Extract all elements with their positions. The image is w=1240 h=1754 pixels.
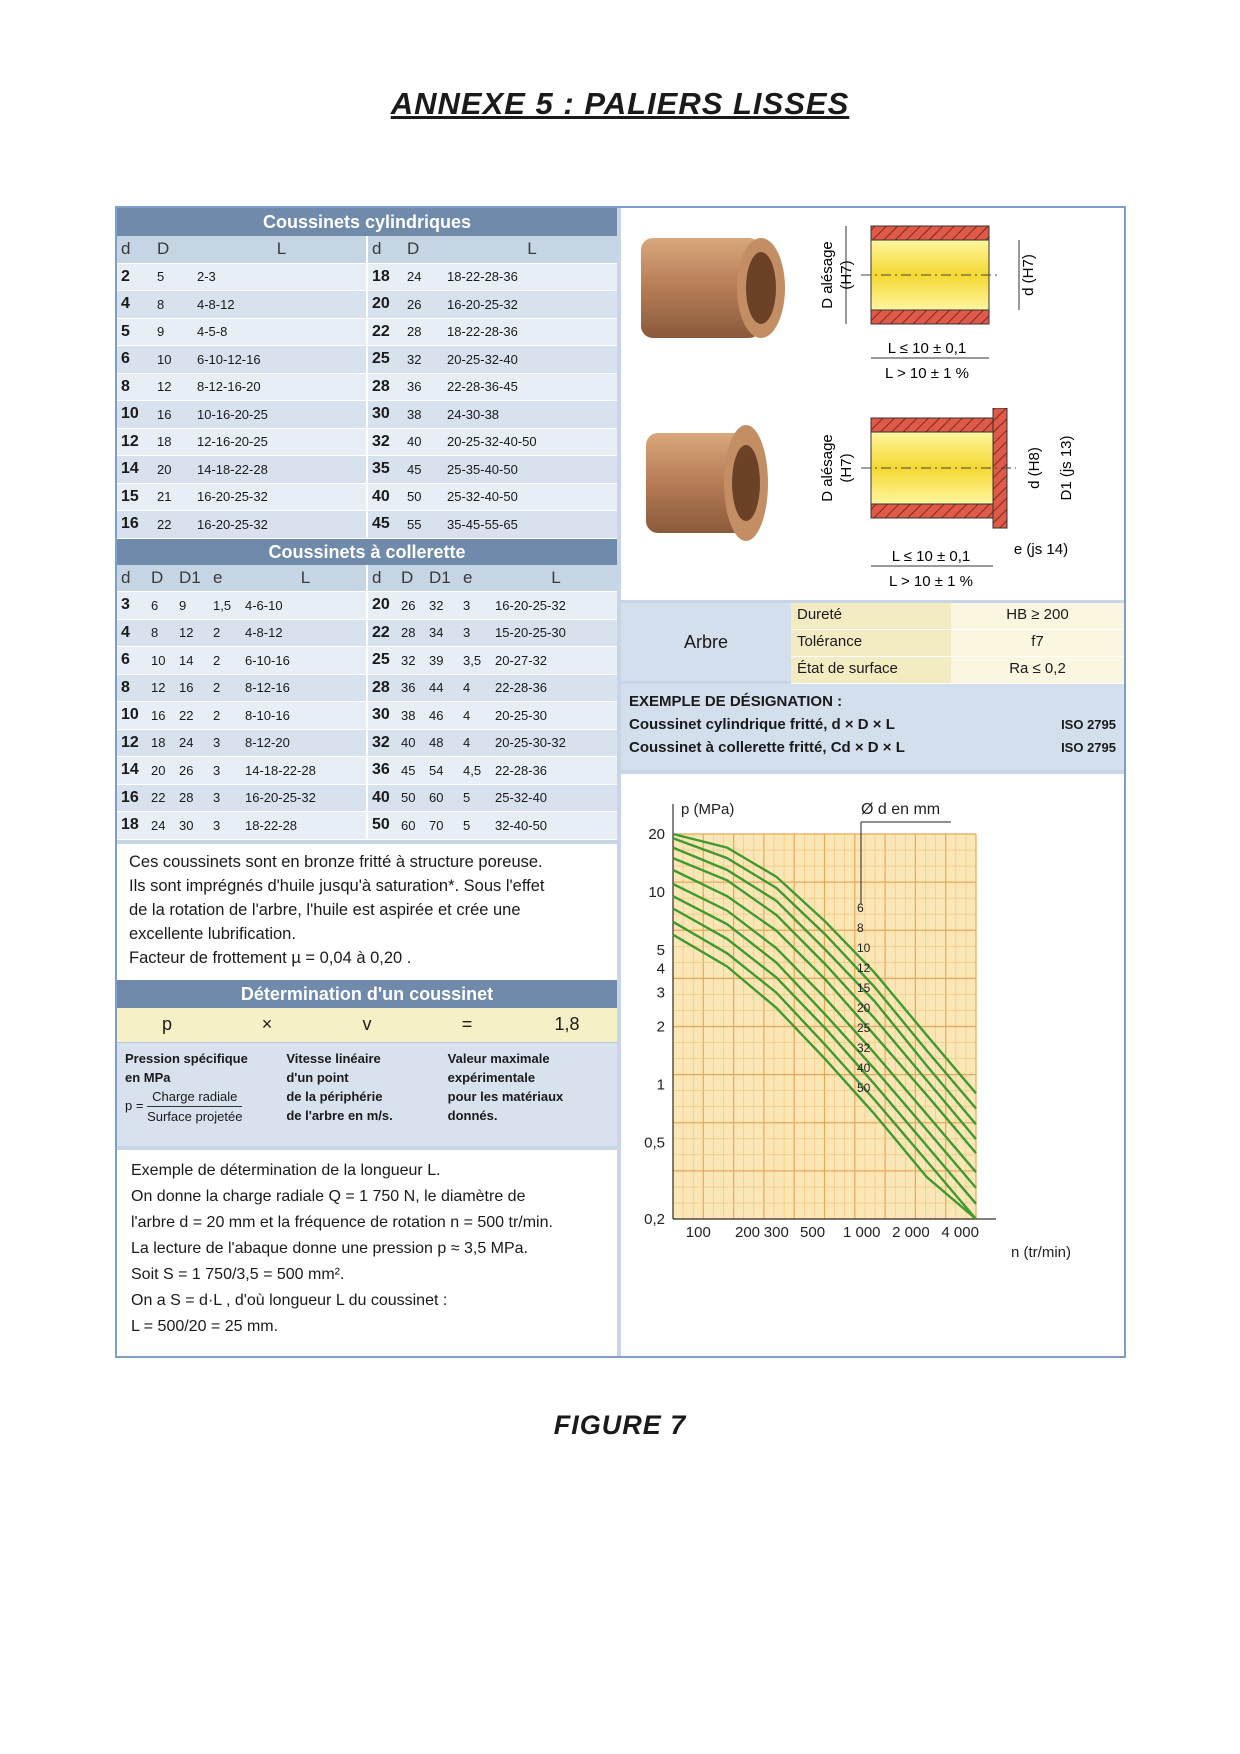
table-cell: 16-20-25-32 [193,483,367,511]
col-e-label: e (js 14) [1013,541,1069,558]
legend-title: Ø d en mm [861,801,941,818]
chart-series-label: 25 [857,1021,871,1035]
table-cell: 3 [209,812,241,840]
y-tick-label: 3 [656,984,665,1002]
table-cell: 24-30-38 [443,401,617,429]
col-D1-label: D1 (js 13) [1058,435,1075,501]
fraction-numerator: Charge radiale [147,1087,242,1107]
col-head: e [209,565,241,592]
col-head: D1 [425,565,459,592]
table-row [117,784,617,812]
table-row [117,729,617,757]
table-cell: 16-20-25-32 [241,784,367,812]
table-cell: 22 [147,784,175,812]
chart-series-label: 50 [857,1081,871,1095]
table-cell: 18 [147,729,175,757]
designation-row: Coussinet cylindrique fritté, d × D × L ISO 2795 [629,716,1116,733]
description-line: de la rotation de l'arbre, l'huile est aspirée et crée une [129,900,521,919]
table-cell: 15 [117,483,153,511]
figure-caption: FIGURE 7 [553,1410,687,1440]
cyl-d-label: d (H7) [1020,254,1037,296]
table-cell: 15-20-25-30 [491,619,617,647]
col-head: d [117,236,153,263]
chart-series-label: 8 [857,921,864,935]
table-cell: 60 [425,784,459,812]
y-tick-label: 2 [656,1018,665,1036]
col-table [117,565,617,840]
table-cell: 12 [117,729,147,757]
table-cell: 4 [117,619,147,647]
det-col-speed: Vitesse linéaire d'un point de la périphérie de l'arbre en m/s. [286,1050,393,1123]
cyl-table-colheads [117,236,617,263]
table-cell: 28 [175,784,209,812]
x-tick-label: 300 [763,1224,789,1241]
table-cell: 16-20-25-32 [491,592,617,620]
table-cell: 18-22-28 [241,812,367,840]
table-cell: 18 [367,263,403,291]
table-cell: 24 [403,263,443,291]
table-cell: 20-25-30-32 [491,729,617,757]
table-cell: 28 [367,674,397,702]
table-cell: 45 [397,757,425,785]
det-col-title: Pression spécifique [125,1050,248,1066]
y-axis-title: p (MPa) [681,801,735,818]
table-cell: 32 [367,729,397,757]
table-cell: 28 [367,373,403,401]
cyl-table [117,236,617,539]
table-cell: 24 [175,729,209,757]
x-tick-label: 200 [735,1224,761,1241]
shaft-row: Tolérance f7 [791,630,1124,657]
table-cell: 4-8-12 [193,291,367,319]
left-column [117,208,617,1356]
table-row [117,318,617,346]
table-cell: 22 [153,511,193,539]
col-head: L [193,236,367,263]
table-row [117,647,617,675]
table-cell: 18 [117,812,147,840]
table-cell: 8 [153,291,193,319]
table-cell: 35 [367,456,403,484]
table-cell: 32-40-50 [491,812,617,840]
table-cell: 22-28-36-45 [443,373,617,401]
page-title: ANNEXE 5 : PALIERS LISSES [390,86,850,121]
table-cell: 12 [175,619,209,647]
table-cell: 25 [367,647,397,675]
table-cell: 40 [367,784,397,812]
table-cell: 21 [153,483,193,511]
formula-term: p [161,1014,172,1034]
table-cell: 20-25-30 [491,702,617,730]
table-cell: 44 [425,674,459,702]
table-cell: 3 [209,784,241,812]
x-tick-label: 100 [685,1224,711,1241]
table-cell: 22-28-36 [491,757,617,785]
shaft-spec [621,600,1124,684]
table-cell: 4 [117,291,153,319]
col-head: L [491,565,617,592]
y-tick-label: 20 [648,826,665,843]
description-line: Ils sont imprégnés d'huile jusqu'à saturation*. Sous l'effet [129,876,545,895]
y-tick-label: 1 [656,1076,665,1094]
chart-series-label: 15 [857,981,871,995]
table-cell: 18-22-28-36 [443,263,617,291]
table-cell: 32 [367,428,403,456]
pressure-fraction [147,1087,242,1126]
table-cell: 20 [147,757,175,785]
table-cell: 2 [209,647,241,675]
table-row [117,619,617,647]
table-cell: 38 [403,401,443,429]
table-cell: 5 [117,318,153,346]
col-head: d [367,565,397,592]
table-cell: 9 [153,318,193,346]
shaft-row: État de surface Ra ≤ 0,2 [791,657,1124,684]
col-D-label: D alésage [819,434,836,502]
table-cell: 20-25-32-40-50 [443,428,617,456]
table-row [117,674,617,702]
example-text [117,1150,617,1348]
table-cell: 39 [425,647,459,675]
table-cell: 14-18-22-28 [241,757,367,785]
table-cell: 14 [175,647,209,675]
table-cell: 8-10-16 [241,702,367,730]
col-head: D [153,236,193,263]
pressure-speed-chart [621,774,1124,1294]
description-line: excellente lubrification. [129,924,296,943]
right-column [621,208,1124,1356]
table-cell: 20-27-32 [491,647,617,675]
table-cell: 12 [153,373,193,401]
table-row [117,291,617,319]
chart-series-label: 10 [857,941,871,955]
col-head: e [459,565,491,592]
x-axis-title: n (tr/min) [1011,1244,1071,1261]
cyl-bushing-drawing [621,208,1124,408]
table-cell: 20 [367,291,403,319]
example-line: La lecture de l'abaque donne une pression p ≈ 3,5 MPa. [131,1239,528,1257]
table-cell: 6-10-16 [241,647,367,675]
table-cell: 20 [153,456,193,484]
table-cell: 5 [459,784,491,812]
table-cell: 40 [403,428,443,456]
cyl-table-header: Coussinets cylindriques [117,208,617,236]
table-row [117,456,617,484]
formula-term: v [362,1014,372,1034]
table-cell: 28 [403,318,443,346]
col-head: L [241,565,367,592]
table-cell: 2 [117,263,153,291]
x-tick-label: 500 [800,1224,826,1241]
table-cell: 25-35-40-50 [443,456,617,484]
table-cell: 54 [425,757,459,785]
example-line: On a S = d·L , d'où longueur L du coussinet : [131,1291,448,1309]
table-cell: 2-3 [193,263,367,291]
table-row [117,263,617,291]
table-cell: 2 [209,702,241,730]
table-cell: 10 [117,702,147,730]
cyl-Dt-label: (H7) [838,260,855,290]
y-tick-label: 0,2 [644,1211,665,1228]
designation-row: Coussinet à collerette fritté, Cd × D × L ISO 2795 [629,739,1116,756]
col-L2-label: L > 10 ± 1 % [889,573,973,590]
table-row [117,401,617,429]
table-cell: 60 [397,812,425,840]
table-cell: 4-5-8 [193,318,367,346]
table-row [117,812,617,840]
table-cell: 14-18-22-28 [193,456,367,484]
table-cell: 48 [425,729,459,757]
table-cell: 10 [153,346,193,374]
table-cell: 6 [117,346,153,374]
example-line: Exemple de détermination de la longueur L. [131,1161,441,1179]
formula-term: = [461,1014,473,1034]
table-cell: 5 [459,812,491,840]
table-cell: 16 [117,511,153,539]
table-cell: 32 [397,647,425,675]
table-cell: 26 [175,757,209,785]
table-cell: 6 [117,647,147,675]
col-table-header: Coussinets à collerette [117,539,617,565]
col-table-colheads [117,565,617,592]
table-cell: 12 [147,674,175,702]
shaft-label: Arbre [621,603,791,681]
chart-series-label: 40 [857,1061,871,1075]
description-text [117,844,617,976]
table-cell: 22 [367,318,403,346]
table-row [117,373,617,401]
table-cell: 40 [367,483,403,511]
bearing-sheet [115,206,1126,1358]
table-cell: 26 [403,291,443,319]
designation-title: EXEMPLE DE DÉSIGNATION : [629,693,843,710]
table-cell: 2 [209,674,241,702]
table-cell: 50 [397,784,425,812]
description-line: Ces coussinets sont en bronze fritté à structure poreuse. [129,852,543,871]
table-cell: 10 [117,401,153,429]
table-cell: 20 [367,592,397,620]
table-cell: 25-32-40-50 [443,483,617,511]
table-cell: 34 [425,619,459,647]
table-cell: 38 [397,702,425,730]
cyl-bushing-photo [641,238,785,338]
designation-box [621,684,1124,770]
table-cell: 30 [367,702,397,730]
formula-term: 1,8 [554,1014,580,1034]
table-row [117,757,617,785]
det-legend [117,1043,617,1146]
table-cell: 16 [117,784,147,812]
table-cell: 10 [147,647,175,675]
cyl-L2-label: L > 10 ± 1 % [885,365,969,382]
table-cell: 30 [367,401,403,429]
table-cell: 4-6-10 [241,592,367,620]
table-cell: 20-25-32-40 [443,346,617,374]
table-cell: 28 [397,619,425,647]
x-tick-label: 2 000 [892,1224,930,1241]
col-head: D [397,565,425,592]
col-head: D1 [175,565,209,592]
example-line: L = 500/20 = 25 mm. [131,1317,279,1335]
col-Dt-label: (H7) [838,453,855,483]
table-cell: 8 [117,373,153,401]
det-col-unit: en MPa [125,1069,171,1085]
col-head: d [117,565,147,592]
col-bushing-photo [646,425,768,541]
table-cell: 70 [425,812,459,840]
table-cell: 3,5 [459,647,491,675]
table-cell: 12 [117,428,153,456]
example-line: l'arbre d = 20 mm et la fréquence de rotation n = 500 tr/min. [131,1213,553,1231]
table-cell: 25 [367,346,403,374]
table-cell: 36 [403,373,443,401]
det-formula [117,1008,617,1043]
y-tick-label: 5 [656,941,665,959]
col-bushing-drawing [621,408,1124,600]
table-cell: 50 [403,483,443,511]
table-cell: 36 [397,674,425,702]
table-cell: 30 [175,812,209,840]
table-cell: 16 [175,674,209,702]
table-cell: 18-22-28-36 [443,318,617,346]
table-cell: 45 [403,456,443,484]
col-head: D [403,236,443,263]
table-cell: 18 [153,428,193,456]
table-row [117,483,617,511]
table-row [117,592,617,620]
table-cell: 36 [367,757,397,785]
table-cell: 50 [367,812,397,840]
table-cell: 16-20-25-32 [193,511,367,539]
table-cell: 3 [459,619,491,647]
table-cell: 14 [117,757,147,785]
table-cell: 10-16-20-25 [193,401,367,429]
table-cell: 14 [117,456,153,484]
table-cell: 6 [147,592,175,620]
table-cell: 4,5 [459,757,491,785]
table-cell: 32 [425,592,459,620]
table-cell: 9 [175,592,209,620]
example-line: Soit S = 1 750/3,5 = 500 mm². [131,1265,345,1283]
table-cell: 12-16-20-25 [193,428,367,456]
det-header: Détermination d'un coussinet [117,980,617,1008]
table-cell: 4 [459,702,491,730]
table-row [117,346,617,374]
col-head: L [443,236,617,263]
table-cell: 24 [147,812,175,840]
table-cell: 6-10-12-16 [193,346,367,374]
table-cell: 22 [175,702,209,730]
y-tick-label: 10 [648,883,665,901]
table-cell: 8-12-16 [241,674,367,702]
table-cell: 16 [147,702,175,730]
x-tick-label: 4 000 [941,1224,979,1241]
table-cell: 2 [209,619,241,647]
p-equals: p = [125,1097,144,1113]
table-cell: 46 [425,702,459,730]
table-cell: 26 [397,592,425,620]
chart-series-label: 20 [857,1001,871,1015]
table-cell: 16 [153,401,193,429]
col-d-label: d (H8) [1026,447,1043,489]
formula-term: × [261,1014,273,1034]
table-row [117,511,617,539]
cyl-D-label: D alésage [819,241,836,309]
table-cell: 4 [459,729,491,757]
table-cell: 22 [367,619,397,647]
table-cell: 3 [459,592,491,620]
table-cell: 3 [117,592,147,620]
table-cell: 40 [397,729,425,757]
x-tick-label: 1 000 [842,1224,881,1241]
col-head: d [367,236,403,263]
example-line: On donne la charge radiale Q = 1 750 N, le diamètre de [131,1187,526,1205]
description-line: Facteur de frottement µ = 0,04 à 0,20 . [129,948,412,967]
table-cell: 8 [147,619,175,647]
table-cell: 45 [367,511,403,539]
table-cell: 4 [459,674,491,702]
table-cell: 8-12-16-20 [193,373,367,401]
det-col-pressure [125,1049,286,1140]
shaft-row: Dureté HB ≥ 200 [791,603,1124,630]
col-L1-label: L ≤ 10 ± 0,1 [891,548,971,565]
table-cell: 16-20-25-32 [443,291,617,319]
cyl-L1-label: L ≤ 10 ± 0,1 [887,340,967,357]
chart-series-label: 6 [857,901,864,915]
chart-series-label: 12 [857,961,871,975]
table-cell: 5 [153,263,193,291]
table-cell: 1,5 [209,592,241,620]
table-cell: 25-32-40 [491,784,617,812]
table-row [117,428,617,456]
y-tick-label: 4 [656,960,665,978]
table-cell: 8-12-20 [241,729,367,757]
table-cell: 8 [117,674,147,702]
chart-series-label: 32 [857,1041,871,1055]
table-cell: 22-28-36 [491,674,617,702]
y-tick-label: 0,5 [644,1134,665,1152]
det-col-max: Valeur maximale expérimentale pour les matériaux donnés. [447,1050,564,1123]
fraction-denominator: Surface projetée [147,1108,243,1124]
table-cell: 4-8-12 [241,619,367,647]
table-cell: 35-45-55-65 [443,511,617,539]
table-cell: 55 [403,511,443,539]
table-cell: 3 [209,757,241,785]
table-cell: 32 [403,346,443,374]
col-head: D [147,565,175,592]
table-row [117,702,617,730]
table-cell: 3 [209,729,241,757]
